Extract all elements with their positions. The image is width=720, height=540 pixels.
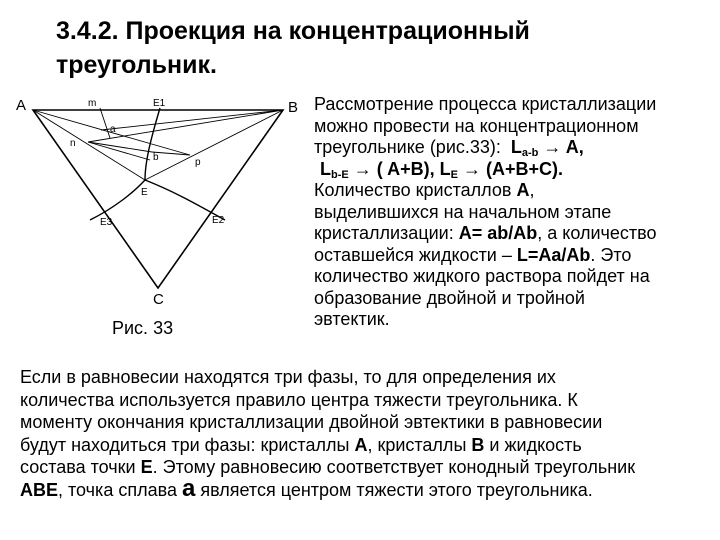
right-line: [314, 159, 714, 181]
bottom-line: Если в равновесии находятся три фазы, то для определения их: [20, 367, 556, 387]
label-B: B: [288, 99, 299, 116]
label-b: b: [153, 152, 159, 163]
bottom-line: моменту окончания кристаллизации двойной эвтектики в равновесии: [20, 412, 603, 432]
triangle-diagram: [0, 90, 310, 345]
text: , точка сплава: [58, 479, 177, 500]
right-line: можно провести на концентрационном: [314, 115, 639, 136]
formula-L: L: [510, 137, 522, 157]
right-line: выделившихся на начальном этапе: [314, 201, 612, 222]
text: состава точки: [20, 457, 136, 477]
formula-L: L: [439, 158, 451, 179]
label-E: E: [141, 187, 148, 198]
right-paragraph: [314, 94, 714, 331]
right-line: образование двойной и тройной: [314, 287, 585, 308]
formula-sub: E: [450, 168, 458, 181]
formula: E: [140, 457, 153, 477]
label-C: C: [153, 291, 164, 308]
right-line: [314, 223, 714, 245]
text: оставшейся жидкости –: [314, 244, 512, 265]
right-line: [314, 180, 714, 202]
label-n: n: [70, 138, 76, 149]
formula-arrow: → A,: [543, 137, 584, 157]
text: Количество кристаллов: [314, 180, 512, 200]
label-E3: E3: [100, 217, 113, 228]
bottom-paragraph: [20, 366, 715, 501]
eutectic-line-e2: [145, 180, 225, 220]
label-E2: E2: [212, 215, 225, 226]
right-line: [314, 245, 714, 267]
formula: ABE: [20, 479, 59, 500]
label-A: A: [16, 97, 27, 114]
text: и жидкость: [489, 434, 582, 455]
formula: B: [471, 434, 485, 455]
formula-L: L: [320, 158, 331, 179]
text: . Этому равновесию соответствует конодный треугольник: [152, 457, 636, 477]
text: треугольнике (рис.33):: [314, 137, 501, 157]
eutectic-line-e3: [90, 180, 145, 220]
right-line: [314, 137, 714, 159]
right-line: количество жидкого раствора пойдет на: [314, 266, 650, 286]
text: , кристаллы: [367, 434, 467, 455]
label-E1: E1: [153, 98, 166, 109]
label-a: a: [110, 124, 116, 135]
formula: A= ab/Ab: [458, 223, 538, 243]
figure-caption: Рис. 33: [112, 318, 174, 338]
text: . Это: [590, 244, 632, 265]
bottom-line: [20, 434, 715, 457]
formula: L=Aa/Ab: [516, 244, 591, 265]
right-line: Рассмотрение процесса кристаллизации: [314, 94, 657, 114]
text: будут находиться три фазы: кристаллы: [20, 434, 350, 455]
triangle-outline: [33, 110, 283, 288]
bottom-line: [20, 456, 715, 479]
label-m: m: [88, 98, 97, 109]
bottom-line: количества используется правило центра тяжести треугольника. К: [20, 389, 578, 410]
text: кристаллизации:: [314, 223, 454, 243]
text: является центром тяжести этого треугольника.: [200, 479, 593, 500]
formula: A: [516, 180, 530, 200]
formula-sub: a-b: [521, 147, 539, 159]
right-line: эвтектик.: [314, 309, 390, 329]
formula: а: [181, 474, 196, 502]
formula: A: [354, 434, 368, 455]
formula: → (A+B+C).: [462, 158, 563, 179]
formula: → ( A+B),: [353, 158, 435, 179]
formula-sub: b-E: [331, 168, 349, 181]
concentration-triangle-figure: [0, 90, 310, 345]
text: ,: [529, 180, 535, 200]
page-title: 3.4.2. Проекция на концентрационный треугольник.: [56, 17, 530, 79]
label-p: p: [195, 157, 201, 168]
bottom-line: [20, 474, 715, 502]
text: , а количество: [537, 223, 657, 243]
